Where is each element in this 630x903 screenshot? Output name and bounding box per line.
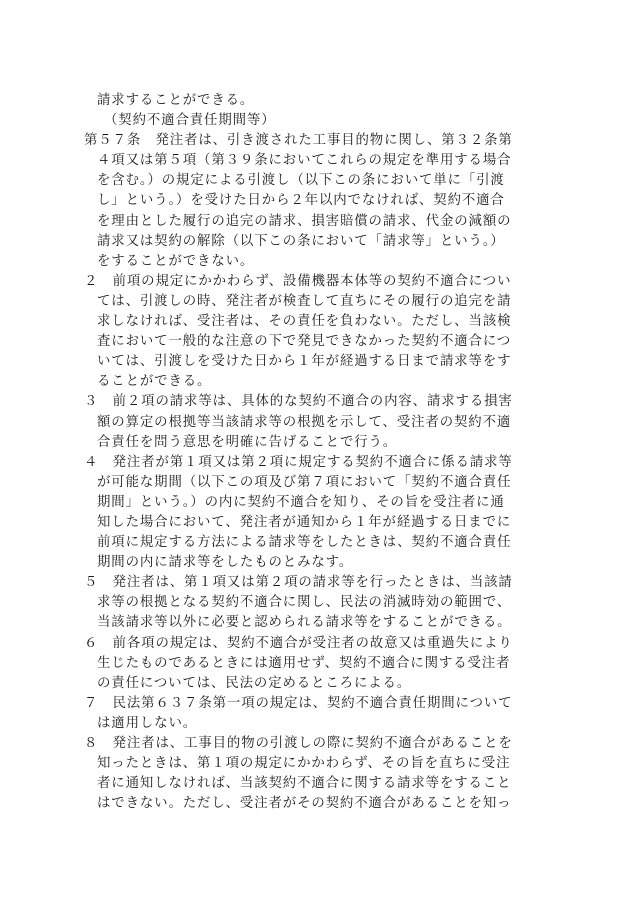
document-line: ３ 前２項の請求等は、具体的な契約不適合の内容、請求する損害	[84, 394, 513, 410]
document-line: ２ 前項の規定にかかわらず、設備機器本体等の契約不適合につい	[84, 273, 512, 289]
document-line: ４項又は第５項（第３９条においてこれらの規定を準用する場合	[97, 153, 512, 169]
section-heading: （契約不適合責任期間等）	[104, 113, 276, 129]
document-line: 者に通知しなければ、当該契約不適合に関する請求等をすること	[97, 776, 512, 792]
document-page	[84, 91, 554, 814]
document-line: を含む。）の規定による引渡し（以下この条において単に「引渡	[97, 173, 505, 189]
document-line: 期間の内に請求等をしたものとみなす。	[97, 555, 354, 571]
document-line: 額の算定の根拠等当該請求等の根拠を示して、受注者の契約不適	[97, 414, 512, 430]
document-line: 求しなければ、受注者は、その責任を負わない。ただし、当該検	[97, 314, 512, 330]
document-line: ８ 発注者は、工事目的物の引渡しの際に契約不適合があることを	[84, 736, 513, 751]
document-line: の責任については、民法の定めるところによる。	[97, 675, 412, 691]
document-line: 請求又は契約の解除（以下この条において「請求等」という。）	[97, 233, 505, 249]
document-line: 期間」という。）の内に契約不適合を知り、その旨を受注者に通	[97, 494, 505, 510]
document-line: を理由とした履行の追完の請求、損害賠償の請求、代金の減額の	[97, 213, 512, 229]
document-line: ５ 発注者は、第１項又は第２項の請求等を行ったときは、当該請	[84, 575, 513, 591]
document-line: 生じたものであるときには適用せず、契約不適合に関する受注者	[97, 655, 511, 671]
document-line: ４ 発注者が第１項又は第２項に規定する契約不適合に係る請求等	[84, 454, 513, 470]
document-line: をすることができない。	[97, 253, 255, 269]
document-line: ては、引渡しの時、発注者が検査して直ちにその履行の追完を請	[97, 293, 512, 309]
document-line: 求等の根拠となる契約不適合に関し、民法の消滅時効の範囲で、	[97, 595, 512, 611]
document-line: 査において一般的な注意の下で発見できなかった契約不適合につ	[97, 334, 512, 350]
document-line: 第５７条 発注者は、引き渡された工事目的物に関し、第３２条第	[84, 133, 513, 149]
document-line: 知した場合において、発注者が通知から１年が経過する日までに	[97, 514, 512, 530]
document-line: 合責任を問う意思を明確に告げることで行う。	[97, 434, 398, 450]
document-line: 知ったときは、第１項の規定にかかわらず、その旨を直ちに受注	[97, 756, 511, 772]
document-line: が可能な期間（以下この項及び第７項において「契約不適合責任	[97, 474, 512, 490]
document-line: ることができる。	[97, 374, 212, 390]
document-line: は適用しない。	[97, 715, 198, 731]
document-line: はできない。ただし、受注者がその契約不適合があることを知っ	[97, 796, 512, 812]
document-line: ７ 民法第６３７条第一項の規定は、契約不適合責任期間について	[84, 695, 513, 711]
document-line: 前項に規定する方法による請求等をしたときは、契約不適合責任	[97, 535, 512, 551]
document-line: ６ 前各項の規定は、契約不適合が受注者の故意又は重過失により	[84, 635, 513, 651]
document-line: し」という。）を受けた日から２年以内でなければ、契約不適合	[97, 193, 505, 209]
document-line: 請求することができる。	[97, 93, 255, 108]
document-line: 当該請求等以外に必要と認められる請求等をすることができる。	[97, 615, 512, 631]
document-line: いては、引渡しを受けた日から１年が経過する日まで請求等をす	[97, 354, 512, 370]
